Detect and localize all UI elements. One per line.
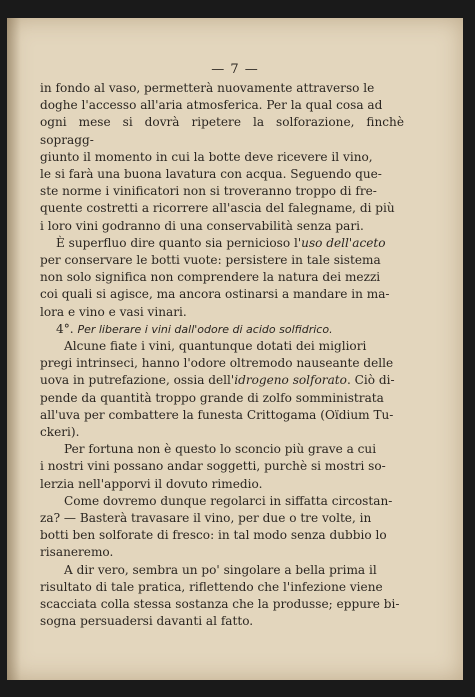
text-line: coi quali si agisce, ma ancora ostinarsi a mandare in ma-	[40, 287, 390, 302]
text-line: doghe l'accesso all'aria atmosferica. Per la qual cosa ad	[40, 98, 383, 113]
section-number: 4°.	[56, 321, 74, 336]
section-title: Per liberare i vini dall'odore di acido solfidrico.	[77, 322, 333, 336]
text-line: sogna persuadersi davanti al fatto.	[40, 614, 254, 629]
page-gutter-shadow	[7, 18, 21, 680]
paragraph-2	[40, 235, 404, 321]
text-line: scacciata colla stessa sostanza che la produsse; eppure bi-	[40, 597, 400, 612]
text-line: botti ben solforate di fresco: in tal modo senza dubbio lo	[40, 528, 387, 543]
text-line: in fondo al vaso, permetterà nuovamente attraverso le	[40, 81, 375, 95]
page-body-text	[40, 80, 404, 631]
text-line: È superfluo dire quanto sia pernicioso l'uso dell'aceto	[56, 235, 386, 250]
text-line: Per fortuna non è questo lo sconcio più grave a cui	[64, 442, 377, 457]
text-line: i loro vini godranno di una conservabilità senza pari.	[40, 218, 364, 233]
text-line: all'uva per combattere la funesta Crittogama (Oïdium Tu-	[40, 407, 394, 422]
text-line: i nostri vini possano andar soggetti, purchè si mostri so-	[40, 459, 386, 474]
text-line: Alcune fiate i vini, quantunque dotati dei migliori	[64, 339, 367, 354]
text-line: za? — Basterà travasare il vino, per due o tre volte, in	[40, 511, 372, 526]
text-line: ogni mese si dovrà ripetere la solforazione, finchè sopragg-	[40, 115, 404, 147]
paragraph-5	[40, 493, 404, 562]
paragraph-1	[40, 80, 404, 235]
text-line: lerzia nell'apporvi il dovuto rimedio.	[40, 476, 263, 491]
page-number: — 7 —	[211, 62, 259, 77]
paragraph-3	[40, 338, 404, 441]
text-line: risultato di tale pratica, riflettendo che l'infezione viene	[40, 579, 383, 594]
paragraph-4	[40, 441, 404, 493]
book-page	[7, 18, 463, 680]
text-line: ckeri).	[40, 425, 80, 440]
text-line: uova in putrefazione, ossia dell'idrogeno solforato. Ciò di-	[40, 373, 395, 388]
text-line: A dir vero, sembra un po' singolare a bella prima il	[64, 562, 377, 577]
section-heading	[40, 321, 404, 338]
text-line: giunto il momento in cui la botte deve ricevere il vino,	[40, 149, 373, 164]
text-line: ste norme i vinificatori non si troveranno troppo di fre-	[40, 184, 377, 199]
text-line: lora e vino e vasi vinari.	[40, 304, 187, 319]
paragraph-6	[40, 562, 404, 631]
text-line: Come dovremo dunque regolarci in siffatta circostan-	[64, 493, 393, 508]
text-line: per conservare le botti vuote: persistere in tale sistema	[40, 253, 381, 268]
text-line: pende da quantità troppo grande di zolfo somministrata	[40, 390, 384, 405]
text-line: pregi intrinseci, hanno l'odore oltremodo nauseante delle	[40, 356, 394, 371]
text-line: non solo significa non comprendere la natura dei mezzi	[40, 270, 381, 285]
text-line: risaneremo.	[40, 545, 114, 560]
text-line: quente costretti a ricorrere all'ascia del falegname, di più	[40, 201, 395, 216]
text-line: le si farà una buona lavatura con acqua. Seguendo que-	[40, 167, 382, 182]
